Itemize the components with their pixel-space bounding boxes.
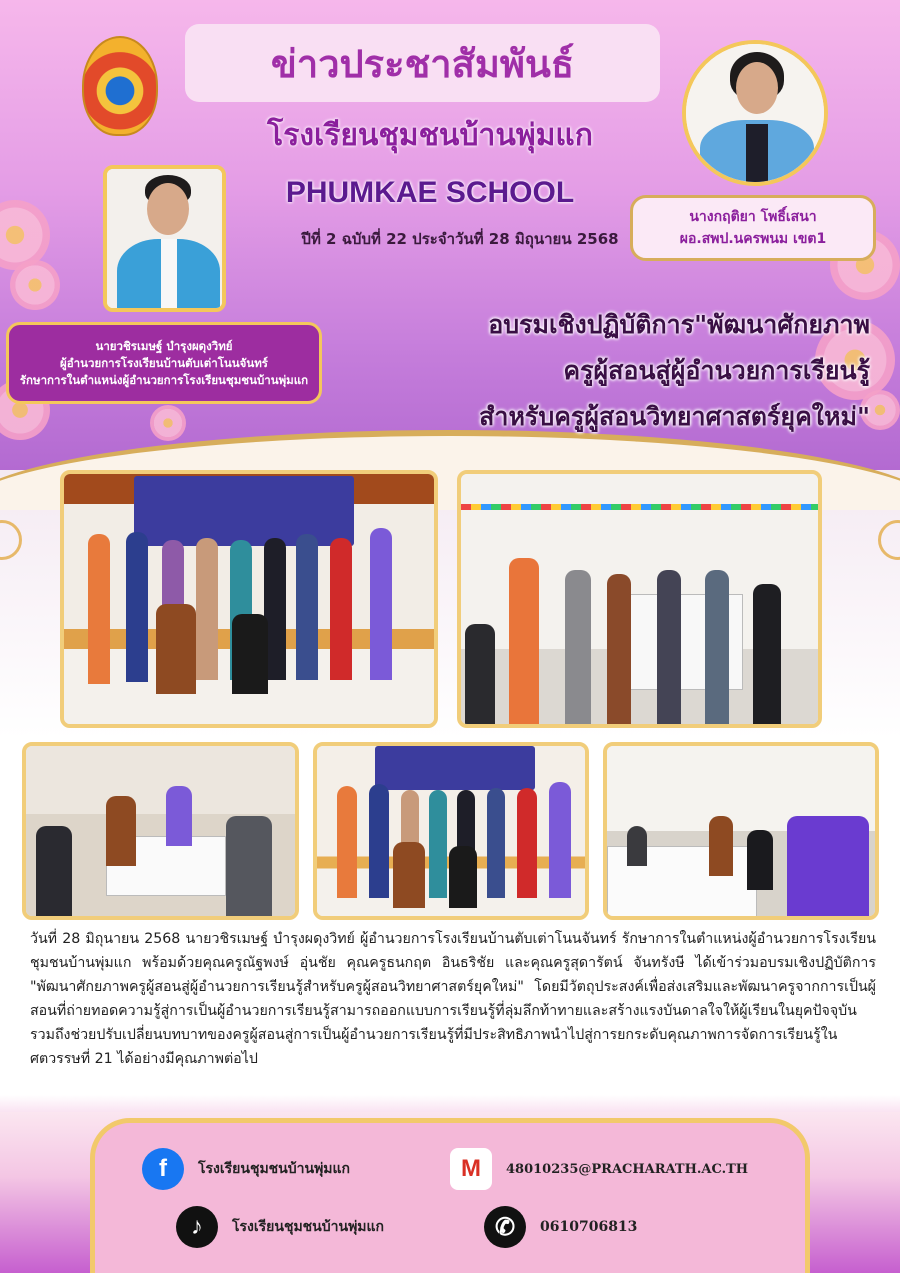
tiktok-icon: ♪ [176, 1206, 218, 1248]
director-right-name-box [630, 195, 876, 261]
email-label: 48010235@PRACHARATH.AC.TH [506, 1161, 749, 1177]
director-right-portrait [682, 40, 828, 186]
photo-workshop-tables [22, 742, 299, 920]
photo-group-second [313, 742, 589, 920]
director-left-portrait [103, 165, 226, 312]
ornament-right [878, 520, 900, 560]
school-name-thai: โรงเรียนชุมชนบ้านพุ่มแก [267, 118, 593, 153]
school-name-english: PHUMKAE SCHOOL [285, 176, 575, 209]
facebook-contact[interactable] [142, 1148, 350, 1190]
school-emblem-logo [82, 36, 158, 136]
page-title: ข่าวประชาสัมพันธ์ [270, 40, 575, 86]
headline-line-3: สำหรับครูผู้สอนวิทยาศาสตร์ยุคใหม่" [479, 402, 870, 431]
phone-label: 0610706813 [540, 1219, 638, 1235]
photo-seminar-room [603, 742, 879, 920]
facebook-icon: f [142, 1148, 184, 1190]
headline-line-1: อบรมเชิงปฏิบัติการ"พัฒนาศักยภาพ [488, 310, 870, 339]
director-left-name-box [6, 322, 322, 404]
director-left-acting-position: รักษาการในตำแหน่งผู้อำนวยการโรงเรียนชุมชนบ้านพุ่มแก [19, 372, 309, 387]
tiktok-label: โรงเรียนชุมชนบ้านพุ่มแก [232, 1219, 385, 1235]
email-icon: M [450, 1148, 492, 1190]
title-banner [185, 24, 660, 102]
flower-decoration [10, 260, 60, 310]
flower-decoration [150, 405, 186, 441]
phone-icon: ✆ [484, 1206, 526, 1248]
director-right-name: นางกฤติยา โพธิ์เสนา [689, 209, 817, 225]
photo-chart-presentation [457, 470, 822, 728]
director-right-position: ผอ.สพป.นครพนม เขต1 [679, 231, 827, 247]
director-left-name: นายวชิรเมษฐ์ บำรุงผดุงวิทย์ [95, 338, 233, 353]
facebook-label: โรงเรียนชุมชนบ้านพุ่มแก [198, 1161, 351, 1177]
headline-line-2: ครูผู้สอนสู่ผู้อำนวยการเรียนรู้ [563, 356, 870, 385]
email-contact[interactable] [450, 1148, 748, 1190]
photo-group-stage [60, 470, 438, 728]
phone-contact[interactable] [484, 1206, 637, 1248]
issue-date-line: ปีที่ 2 ฉบับที่ 22 ประจำวันที่ 28 มิถุนายน 2568 [301, 230, 619, 248]
article-body: วันที่ 28 มิถุนายน 2568 นายวชิรเมษฐ์ บำรุงผดุงวิทย์ ผู้อำนวยการโรงเรียนบ้านตับเต่าโนนจันทร์ รักษาการในตำแหน่งผู้อำนวยการโรงเรียนชุมชนบ้านพุ่มแก พร้อมด้วยคุณครูณัฐพงษ์ อุ่นชัย คุณครูธนกฤต อินธริชัย และคุณครูสุดารัตน์ จันทรังษี ได้เข้าร่วมอบรมเชิงปฏิบัติการ "พัฒนาศักยภาพครูผู้สอนสู่ผู้อำนวยการเรียนรู้สำหรับครูผู้สอนวิทยาศาสตร์ยุคใหม่" โดยมีวัตถุประสงค์เพื่อส่งเสริมและพัฒนาครูจากการเป็นผู้สอนที่ถ่ายทอดความรู้สู่การเป็นผู้อำนวยการเรียนรู้สามารถออกแบบการเรียนรู้ที่ลุ่มลึกท้าทายและสร้างแรงบันดาลใจให้ผู้เรียนในยุคปัจจุบันรวมถึงช่วยปรับเปลี่ยนบทบาทของครูผู้สอนสู่การเป็นผู้อำนวยการเรียนรู้ที่มีประสิทธิภาพนำไปสู่การยกระดับคุณภาพการจัดการเรียนรู้ในศตวรรษที่ 21 ได้อย่างมีคุณภาพต่อไป [30, 931, 876, 1067]
footer-arch [90, 1118, 810, 1273]
ornament-left [0, 520, 22, 560]
news-headline [330, 302, 870, 440]
tiktok-contact[interactable] [176, 1206, 384, 1248]
director-left-position: ผู้อำนวยการโรงเรียนบ้านตับเต่าโนนจันทร์ [60, 355, 268, 370]
